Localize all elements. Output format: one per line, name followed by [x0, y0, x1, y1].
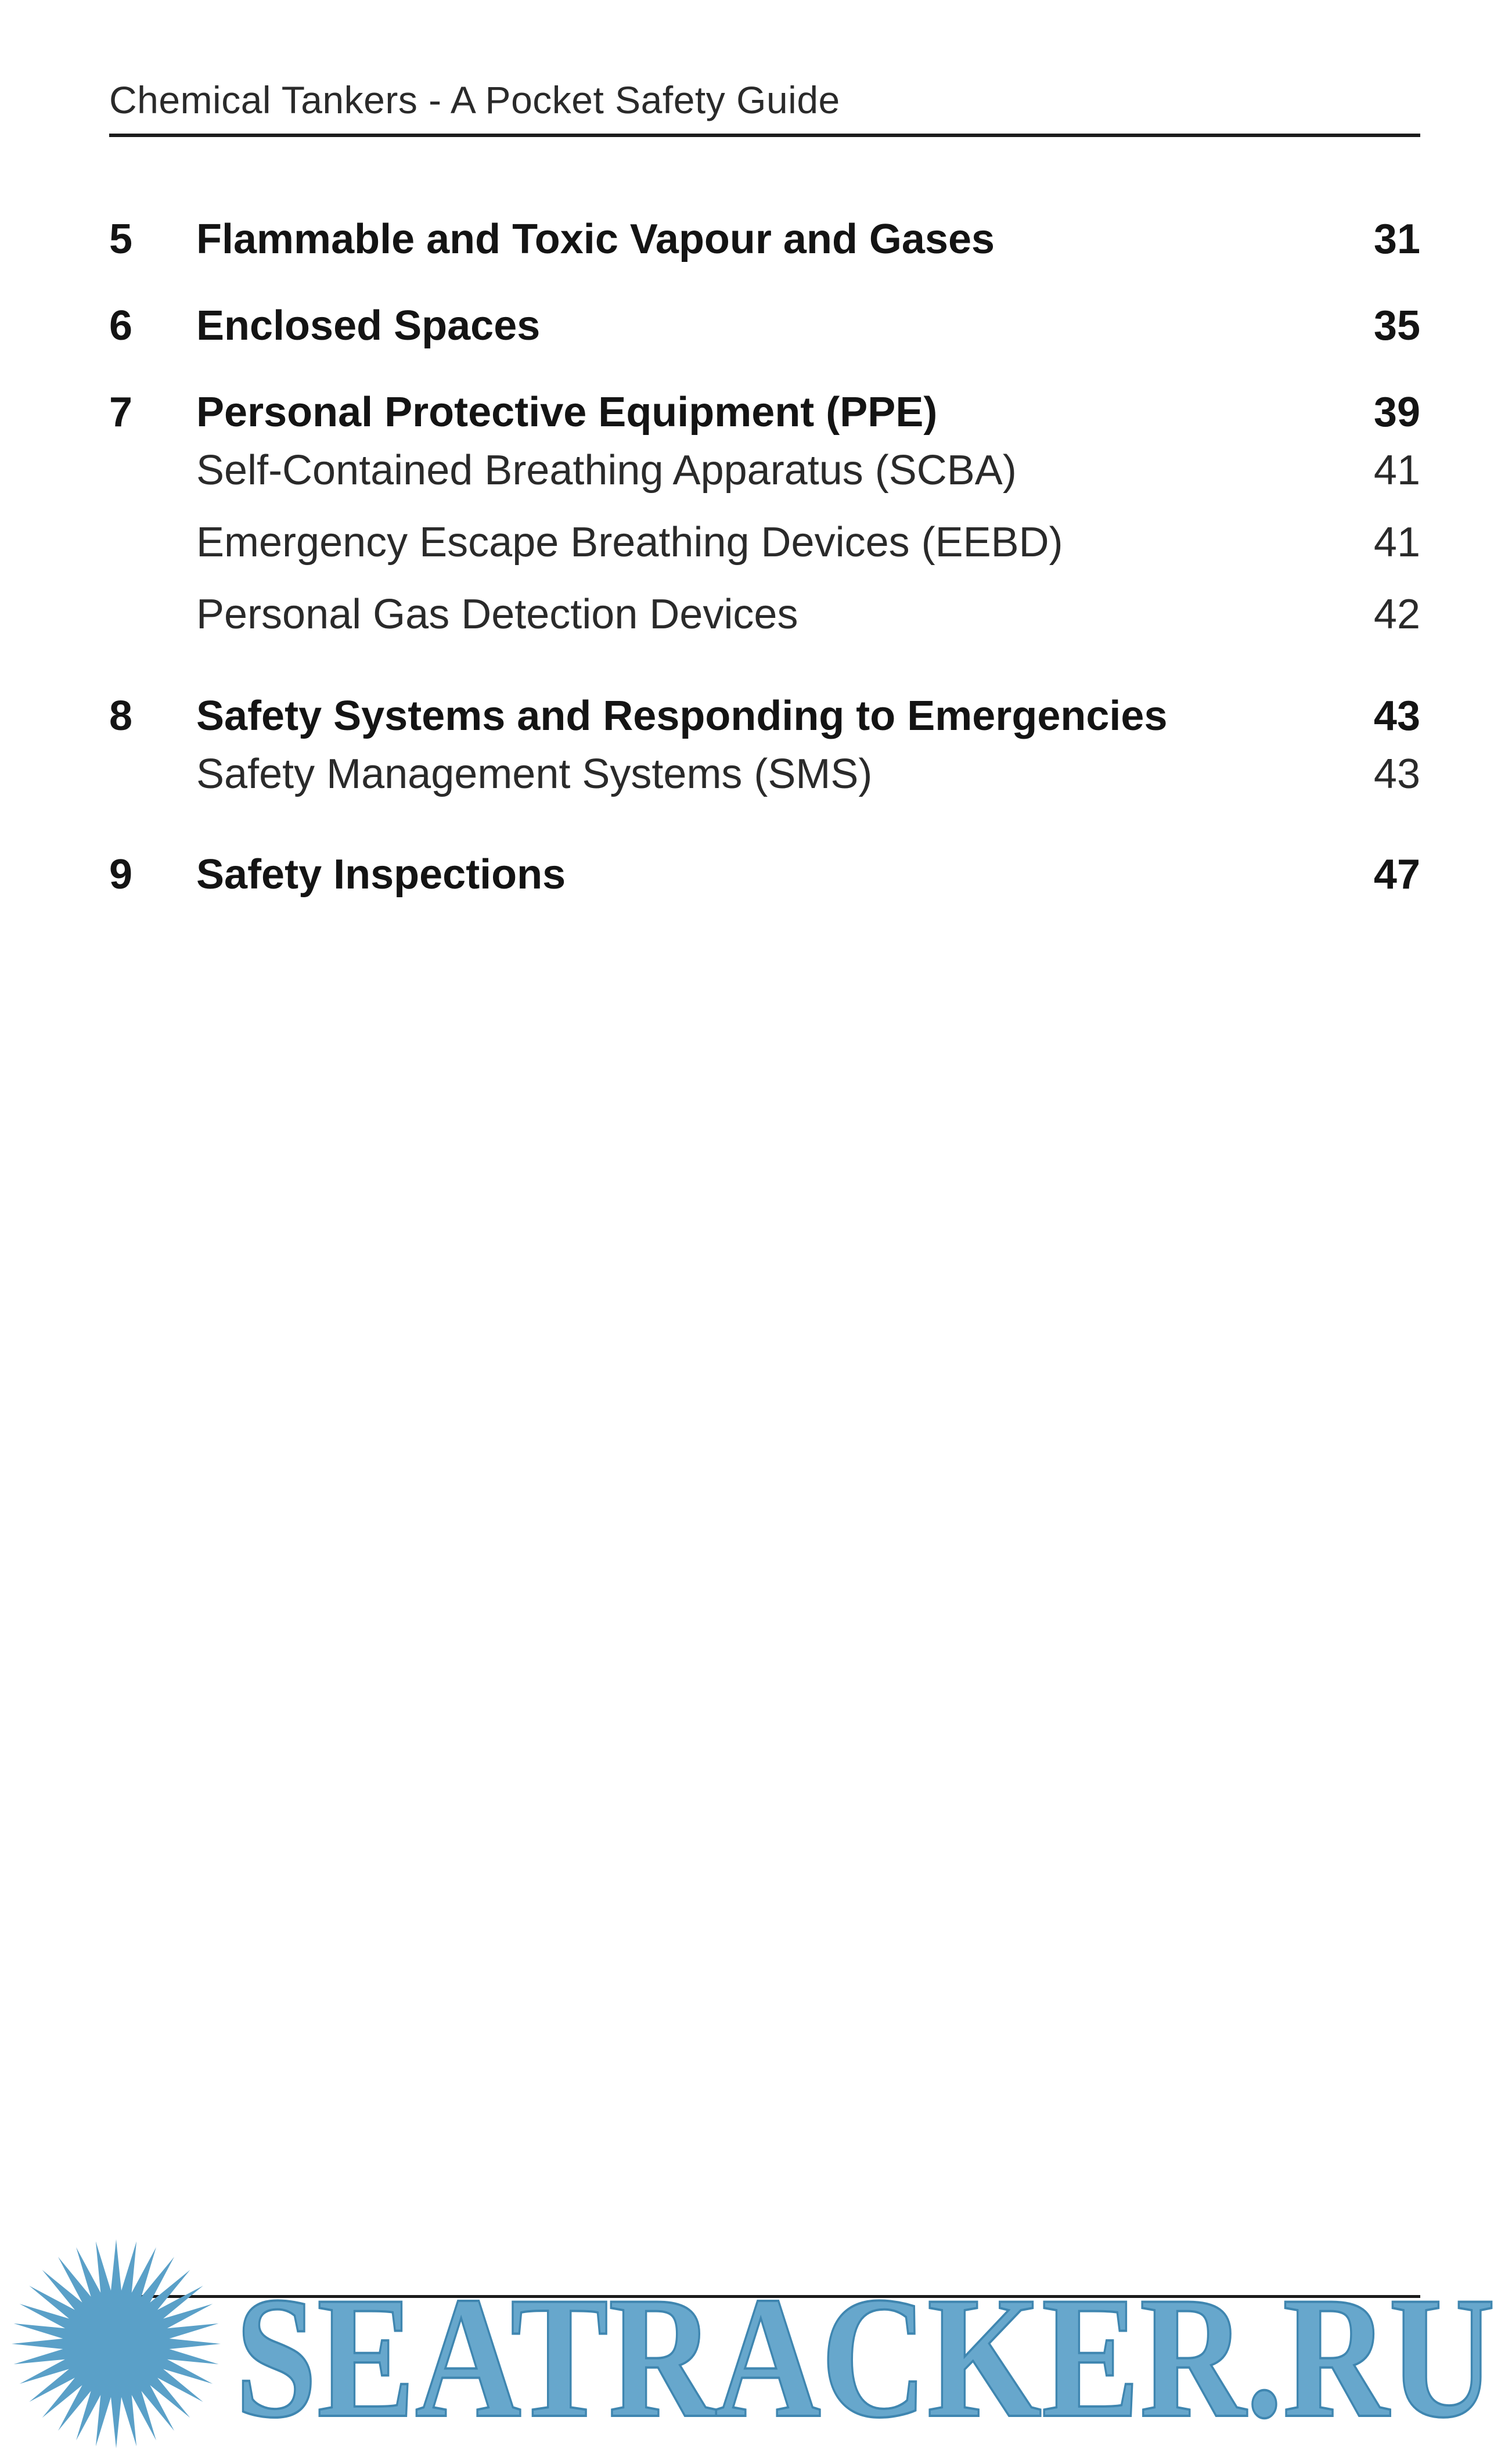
chapter-title: Personal Protective Equipment (PPE) — [196, 389, 938, 436]
subsection-title: Personal Gas Detection Devices — [196, 591, 798, 638]
watermark-text: SEATRACKER.RU — [235, 2261, 1495, 2453]
chapter-number: 6 — [109, 303, 133, 349]
toc-subsection-gas-detection[interactable] — [109, 582, 1420, 646]
chapter-title: Safety Systems and Responding to Emergencies — [196, 693, 1168, 739]
subsection-title: Self-Contained Breathing Apparatus (SCBA) — [196, 447, 1017, 494]
chapter-number: 5 — [109, 216, 133, 262]
chapter-number: 7 — [109, 389, 133, 436]
subsection-page-number: 43 — [1373, 751, 1420, 797]
toc-chapter-6[interactable] — [109, 294, 1420, 358]
toc-chapter-8[interactable] — [109, 684, 1420, 748]
subsection-title: Emergency Escape Breathing Devices (EEBD) — [196, 519, 1063, 566]
sunburst-icon — [12, 2239, 221, 2448]
table-of-contents — [109, 0, 1420, 987]
chapter-number: 9 — [109, 851, 133, 898]
toc-chapter-7[interactable] — [109, 380, 1420, 444]
toc-subsection-scba[interactable] — [109, 438, 1420, 502]
subsection-page-number: 41 — [1373, 447, 1420, 494]
chapter-title: Safety Inspections — [196, 851, 566, 898]
toc-chapter-9[interactable] — [109, 843, 1420, 907]
chapter-page-number: 31 — [1373, 216, 1420, 262]
chapter-page-number: 35 — [1373, 303, 1420, 349]
subsection-page-number: 42 — [1373, 591, 1420, 638]
chapter-number: 8 — [109, 693, 133, 739]
toc-subsection-sms[interactable] — [109, 742, 1420, 806]
toc-subsection-eebd[interactable] — [109, 510, 1420, 574]
chapter-title: Enclosed Spaces — [196, 303, 541, 349]
chapter-title: Flammable and Toxic Vapour and Gases — [196, 216, 995, 262]
chapter-page-number: 39 — [1373, 389, 1420, 436]
chapter-page-number: 47 — [1373, 851, 1420, 898]
subsection-title: Safety Management Systems (SMS) — [196, 751, 873, 797]
watermark-logo — [0, 2230, 1512, 2453]
toc-chapter-5[interactable] — [109, 207, 1420, 271]
chapter-page-number: 43 — [1373, 693, 1420, 739]
running-header: Chemical Tankers - A Pocket Safety Guide — [109, 78, 840, 121]
subsection-page-number: 41 — [1373, 519, 1420, 566]
